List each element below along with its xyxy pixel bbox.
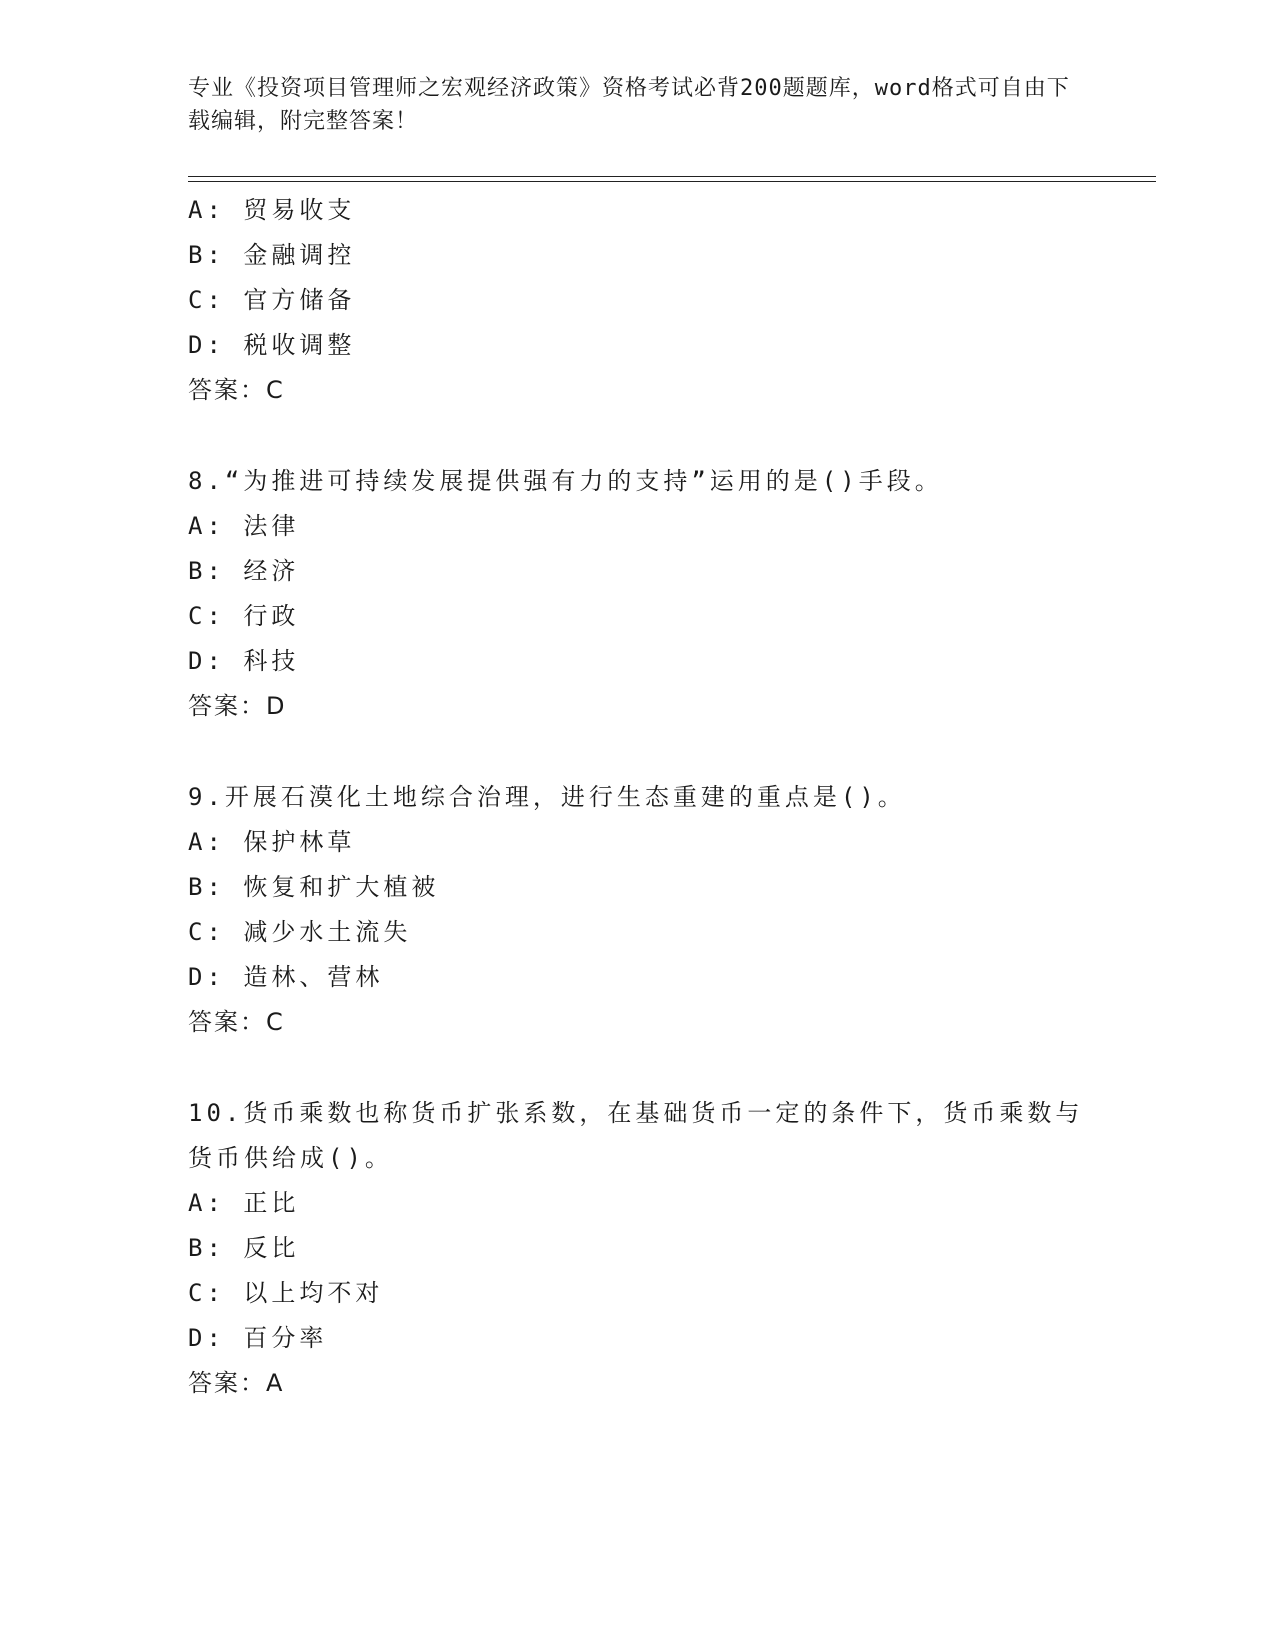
q8-option-b: B: 经济 [188, 557, 300, 585]
q8-option-c: C: 行政 [188, 602, 300, 630]
q7-option-c: C: 官方储备 [188, 286, 356, 314]
q10-option-b: B: 反比 [188, 1234, 300, 1262]
header-rule-bottom [188, 181, 1156, 182]
header-rule-top [188, 176, 1156, 177]
q8-option-a: A: 法律 [188, 512, 300, 540]
q7-option-a: A: 贸易收支 [188, 196, 356, 224]
document-header: 专业《投资项目管理师之宏观经济政策》资格考试必背200题题库，word格式可自由下载编辑，附完整答案！ [188, 76, 1070, 134]
q8-question: 8.“为推进可持续发展提供强有力的支持”运用的是()手段。 [188, 467, 943, 495]
q9-option-d: D: 造林、营林 [188, 963, 384, 991]
q8-option-d: D: 科技 [188, 647, 300, 675]
q9-option-b: B: 恢复和扩大植被 [188, 873, 440, 901]
q8-answer: 答案：D [188, 692, 287, 720]
q9-answer: 答案：C [188, 1008, 285, 1036]
q7-answer: 答案：C [188, 376, 285, 404]
q10-option-a: A: 正比 [188, 1189, 300, 1217]
q9-option-a: A: 保护林草 [188, 828, 356, 856]
q10-answer: 答案：A [188, 1369, 285, 1397]
q9-option-c: C: 减少水土流失 [188, 918, 412, 946]
q7-option-d: D: 税收调整 [188, 331, 356, 359]
q10-question: 10.货币乘数也称货币扩张系数，在基础货币一定的条件下，货币乘数与货币供给成()。 [188, 1099, 1084, 1172]
q9-question: 9.开展石漠化土地综合治理，进行生态重建的重点是()。 [188, 783, 906, 811]
q7-option-b: B: 金融调控 [188, 241, 356, 269]
q10-option-c: C: 以上均不对 [188, 1279, 384, 1307]
q10-option-d: D: 百分率 [188, 1324, 328, 1352]
